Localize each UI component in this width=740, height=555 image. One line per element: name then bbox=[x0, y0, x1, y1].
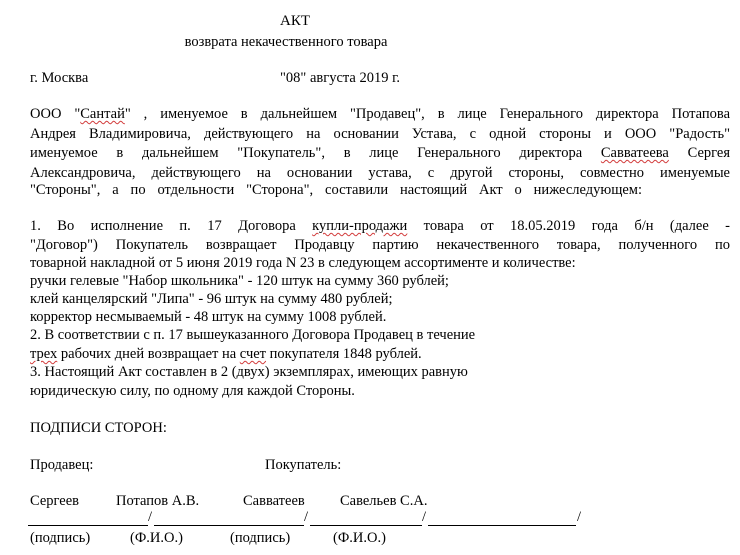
intro-text: ООО " bbox=[30, 106, 81, 122]
separator-slash: / bbox=[577, 509, 582, 525]
document-date: "08" августа 2019 г. bbox=[280, 70, 401, 86]
clause-1-line-3: товарной накладной от 5 июня 2019 года N 23 в следующем ассортименте и количестве: bbox=[30, 255, 576, 271]
company-name-santai: Сантай bbox=[80, 106, 125, 122]
caption-buyer-signature: (подпись) bbox=[230, 530, 291, 546]
intro-text: именуемое в дальнейшем "Покупатель", в лице Генерального директора bbox=[30, 145, 601, 161]
goods-item-3: корректор несмываемый - 48 штук на сумму 1008 рублей. bbox=[30, 309, 387, 325]
word-trekh: трех bbox=[30, 346, 58, 362]
clause-2-line-1: 2. В соответствии с п. 17 вышеуказанного Договора Продавец в течение bbox=[30, 327, 476, 343]
clause-1-line-2: "Договор") Покупатель возвращает Продавцу партию некачественного товара, полученного по bbox=[30, 237, 730, 253]
clause-3-line-2: юридическую силу, по одному для каждой Стороны. bbox=[30, 383, 355, 399]
buyer-signature-name: Савватеев bbox=[243, 493, 305, 509]
term-kupli-prodazhi: купли-продажи bbox=[312, 218, 408, 234]
separator-slash: / bbox=[148, 509, 153, 525]
name-line-buyer bbox=[428, 525, 576, 526]
intro-line-2: Андрея Владимировича, действующего на основании Устава, с одной стороны и ООО "Радость" bbox=[30, 126, 730, 142]
clause-text: товара от 18.05.2019 года б/н (далее - bbox=[407, 218, 730, 234]
separator-slash: / bbox=[422, 509, 427, 525]
clause-text: покупателя 1848 рублей. bbox=[266, 346, 422, 362]
goods-item-1: ручки гелевые "Набор школьника" - 120 штук на сумму 360 рублей; bbox=[30, 273, 449, 289]
clause-1-line-1 bbox=[30, 218, 730, 235]
signatures-heading: ПОДПИСИ СТОРОН: bbox=[30, 420, 167, 436]
caption-seller-signature: (подпись) bbox=[30, 530, 91, 546]
name-line-seller bbox=[154, 525, 304, 526]
signature-line-seller bbox=[28, 525, 148, 526]
intro-text: Сергея bbox=[668, 145, 730, 161]
surname-savvateev: Савватеева bbox=[600, 145, 669, 161]
intro-text: " , именуемое в дальнейшем "Продавец", в лице Генерального директора Потапова bbox=[124, 106, 730, 122]
clause-3-line-1: 3. Настоящий Акт составлен в 2 (двух) экземплярах, имеющих равную bbox=[30, 364, 468, 380]
intro-line-1 bbox=[30, 106, 730, 123]
seller-full-name: Потапов А.В. bbox=[116, 493, 200, 509]
seller-label: Продавец: bbox=[30, 457, 94, 473]
intro-line-5: "Стороны", а по отдельности "Сторона", составили настоящий Акт о нижеследующем: bbox=[30, 182, 642, 198]
buyer-full-name: Савельев С.А. bbox=[340, 493, 428, 509]
word-schet: счет bbox=[239, 346, 267, 362]
clause-text: 1. Во исполнение п. 17 Договора bbox=[30, 218, 313, 234]
clause-text: рабочих дней возвращает на bbox=[57, 346, 240, 362]
buyer-label: Покупатель: bbox=[265, 457, 342, 473]
intro-line-3 bbox=[30, 145, 730, 162]
signature-line-buyer bbox=[310, 525, 422, 526]
goods-item-2: клей канцелярский "Липа" - 96 штук на сумму 480 рублей; bbox=[30, 291, 393, 307]
caption-buyer-name: (Ф.И.О.) bbox=[333, 530, 386, 546]
seller-signature-name: Сергеев bbox=[30, 493, 80, 509]
intro-line-4: Александровича, действующего на основании устава, с другой стороны, совместно именуемые bbox=[30, 165, 730, 181]
clause-2-line-2 bbox=[30, 346, 422, 363]
document-subtitle: возврата некачественного товара bbox=[184, 34, 388, 50]
caption-seller-name: (Ф.И.О.) bbox=[130, 530, 183, 546]
document-title: АКТ bbox=[280, 13, 310, 29]
place-city: г. Москва bbox=[30, 70, 89, 86]
separator-slash: / bbox=[304, 509, 309, 525]
